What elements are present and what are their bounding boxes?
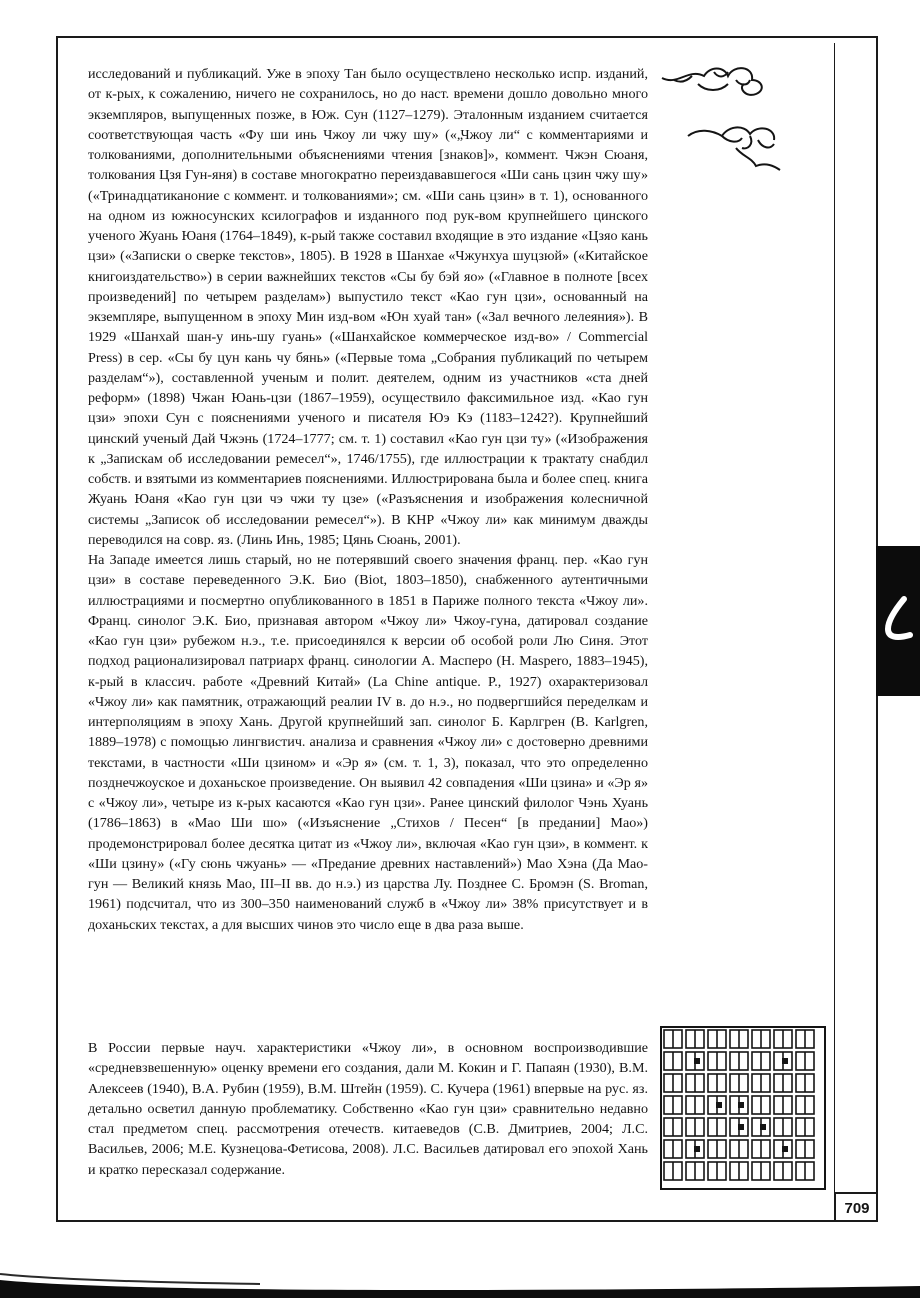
grid-marker xyxy=(738,1124,744,1130)
grid-marker xyxy=(694,1058,700,1064)
section-thumb-tab xyxy=(876,546,920,696)
grid-marker xyxy=(760,1124,766,1130)
paragraph: исследований и публикаций. Уже в эпоху Тан было осуществлено несколько испр. изданий, от к-рых, к сожалению, ничего не сохранилось, но до наст. времени дошло довольно много экземпляров, выпущенных позже, в Юж. Сун (1127–1279). Эталонным изданием считается соответствующая часть «Фу ши инь Чжоу ли чжу шу» («„Чжоу ли“ с комментариями и толкованиями, дополнительными объяснениями чтения [знаков]», коммент. Чжэн Сюаня, толкования Цзя Гун-яня) в составе многократно переиздававшегося «Ши сань цзин чжу шу» («Тринадцатиканоние с коммент. и толкованиями»; см. «Ши сань цзин» в т. 1), основанного на одном из южносунских ксилографов и изданного под рук-вом крупнейшего цинского ученого Жуань Юаня (1764–1849), к-рый также составил входящие в это издание «Цзяо кань цзи» («Записки о сверке текстов», 1805). В 1928 в Шанхае «Чжунхуа шуцзюй» («Китайское книгоиздательство») в серии важнейших текстов «Сы бу бэй яо» («Главное в полноте [всех произведений] по четырем разделам») выпустило текст «Као гун цзи», основанный на экземпляре, выпущенном в эпоху Мин изд-вом «Юн хуай тан» («Зал вечного лелеяния»). В 1929 «Шанхай шан-у инь-шу гуань» («Шанхайское коммерческое изд-во» / Commercial Press) в сер. «Сы бу цун кань чу бянь» («Первые тома „Собрания публикаций по четырем разделам“»), составленной ученым и полит. деятелем, одним из участников «ста дней реформ» (1898) Чжан Юань-цзи (1867–1959), осуществило факсимильное изд. «Као гун цзи» эпохи Сун с пояснениями ученого и писателя Юэ Кэ (1183–1242?). Крупнейший цинский ученый Дай Чжэнь (1724–1777; см. т. 1) составил «Као гун цзи ту» («Изображения к „Запискам об исследовании ремесел“», 1746/1755), где иллюстрации к трактату снабдил собств. и взятыми из комментариев пояснениями. Иллюстрирована была и более спец. книга Жуань Юаня «Као гун цзи чэ чжи ту цзе» («Разъяснения и изображения колесничной системы „Записок об исследовании ремесел“»). В КНР «Чжоу ли» как минимум дважды переводился на совр. яз. (Линь Инь, 1985; Цянь Сюань, 2001). xyxy=(88,66,648,548)
paragraph: В России первые науч. характеристики «Чжоу ли», в основном воспроизводившие «средневзвешенную» оценку времени его создания, дали М. Кокин и Г. Папаян (1930), В.М. Алексеев (1940), В.А. Рубин (1959), В.М. Штейн (1959). С. Кучера (1961) впервые на рус. яз. детально осветил данную проблематику. Собственно «Као гун цзи» сравнительно недавно стал предметом спец. рассмотрения отечеств. китаеведов (С.В. Дмитриев, 2004; Л.С. Васильев, 2006; М.Е. Кузнецова-Фетисова, 2008). Л.С. Васильев датировал его эпохой Хань и кратко пересказал содержание. xyxy=(88,1040,648,1178)
cloud-scroll-ornament-icon xyxy=(658,58,788,178)
scan-edge-shadow xyxy=(0,1260,920,1298)
paragraph: На Западе имеется лишь старый, но не потерявший своего значения франц. пер. «Као гун цзи» в составе переведенного Э.К. Био (Biot, 1803–1850), снабженного аутентичными иллюстрациями и посмертно опубликованного в 1851 в Париже полного текста «Чжоу ли». Франц. синолог Э.К. Био, признавая автором «Чжоу ли» Чжоу-гуна, датировал создание «Као гун цзи» рубежом н.э., т.е. присоединялся к версии об особой роли Лю Синя. Этот подход рационализировал патриарх франц. синологии А. Масперо (H. Maspero, 1883–1945), к-рый в классич. работе «Древний Китай» (La Chine antique. P., 1927) охарактеризовал «Чжоу ли» как памятник, отражающий реалии IV в. до н.э., но подвергшийся переделкам и интерполяциям в эпоху Хань. Другой крупнейший зап. синолог Б. Карлгрен (B. Karlgren, 1889–1978) с помощью лингвистич. анализа и сравнения «Чжоу ли» с достоверно древними текстами, в частности «Ши цзином» и «Эр я» (см. т. 1, 3), показал, что это определенно позднечжоуское и доханьское произведение. Он выявил 42 совпадения «Ши цзина» и «Эр я» с «Чжоу ли», четыре из к-рых касаются «Као гун цзи». Ранее цинский филолог Чэнь Хуань (1786–1863) в «Мао Ши шо» («Изъяснение „Стихов / Песен“ [в предании] Мао») продемонстрировал более десятка цитат из «Чжоу ли», включая «Као гун цзи», в коммент. к «Ши цзину» («Гу сюнь чжуань» — «Предание древних наставлений») Мао Хэна (Да Мао-гун — Великий князь Мао, III–II вв. до н.э.) из царства Лу. Позднее С. Бромэн (S. Broman, 1961) подсчитал, что из 300–350 наименований служб в «Чжоу ли» 38% присутствует и в доханьских текстах, а для высших чинов это число еще в два раза выше. xyxy=(88,552,648,933)
article-body xyxy=(88,64,648,935)
grid-marker xyxy=(716,1102,722,1108)
grid-marker xyxy=(782,1146,788,1152)
grid-marker xyxy=(694,1146,700,1152)
grid-marker xyxy=(738,1102,744,1108)
hiragana-ku-tab-icon xyxy=(880,591,916,651)
margin-rule xyxy=(834,43,835,1215)
grid-marker xyxy=(782,1058,788,1064)
article-body-bottom xyxy=(88,1038,648,1180)
page-number: 709 xyxy=(834,1192,878,1222)
city-grid-plan-diagram xyxy=(660,1026,826,1190)
